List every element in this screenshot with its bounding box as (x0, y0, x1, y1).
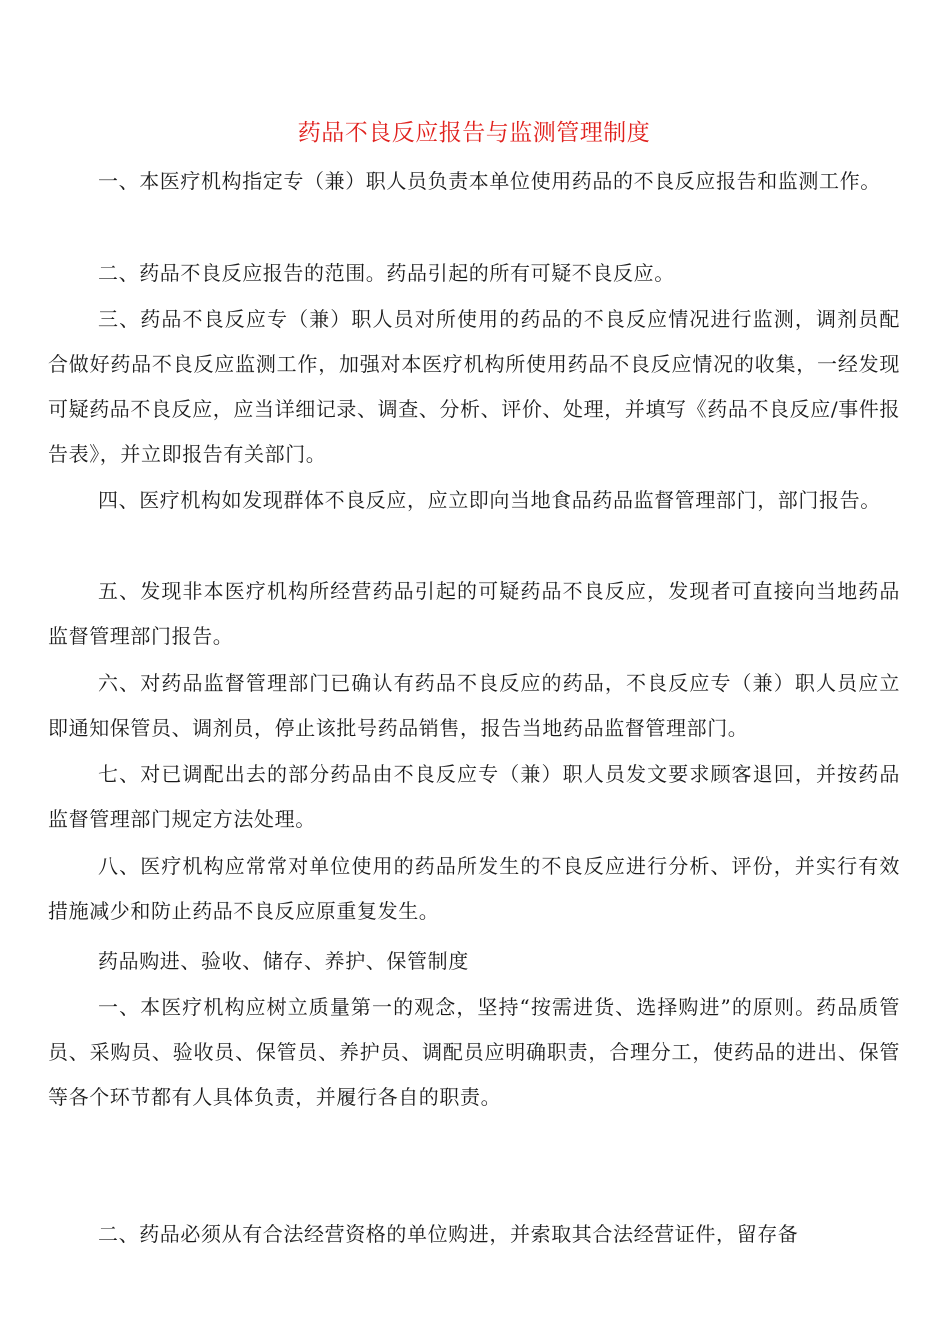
paragraph-7: 七、对已调配出去的部分药品由不良反应专（兼）职人员发文要求顾客退回，并按药品监督管理部门规定方法处理。 (48, 762, 900, 831)
section-heading: 药品购进、验收、储存、养护、保管制度 (98, 949, 469, 973)
document-title: 药品不良反应报告与监测管理制度 (297, 120, 651, 146)
paragraph-4: 四、医疗机构如发现群体不良反应，应立即向当地食品药品监督管理部门，部门报告。 (98, 488, 881, 512)
paragraph-1: 一、本医疗机构指定专（兼）职人员负责本单位使用药品的不良反应报告和监测工作。 (98, 169, 881, 193)
paragraph-5: 五、发现非本医疗机构所经营药品引起的可疑药品不良反应，发现者可直接向当地药品监督管理部门报告。 (48, 579, 900, 648)
paragraph-8: 八、医疗机构应常常对单位使用的药品所发生的不良反应进行分析、评份，并实行有效措施减少和防止药品不良反应原重复发生。 (48, 854, 900, 923)
paragraph-3: 三、药品不良反应专（兼）职人员对所使用的药品的不良反应情况进行监测，调剂员配合做好药品不良反应监测工作，加强对本医疗机构所使用药品不良反应情况的收集，一经发现可疑药品不良反应，应当详细记录、调查、分析、评价、处理，并填写《药品不良反应/事件报告表》，并立即报告有关部门。 (48, 307, 900, 466)
paragraph-11: 二、药品必须从有合法经营资格的单位购进，并索取其合法经营证件，留存备 (98, 1222, 799, 1246)
paragraph-6: 六、对药品监督管理部门已确认有药品不良反应的药品，不良反应专（兼）职人员应立即通知保管员、调剂员，停止该批号药品销售，报告当地药品监督管理部门。 (48, 671, 900, 740)
paragraph-2: 二、药品不良反应报告的范围。药品引起的所有可疑不良反应。 (98, 261, 675, 285)
paragraph-10: 一、本医疗机构应树立质量第一的观念，坚持“按需进货、选择购进”的原则。药品质管员、采购员、验收员、保管员、养护员、调配员应明确职责，合理分工，使药品的进出、保管等各个环节都有人具体负责，并履行各自的职责。 (48, 995, 900, 1109)
